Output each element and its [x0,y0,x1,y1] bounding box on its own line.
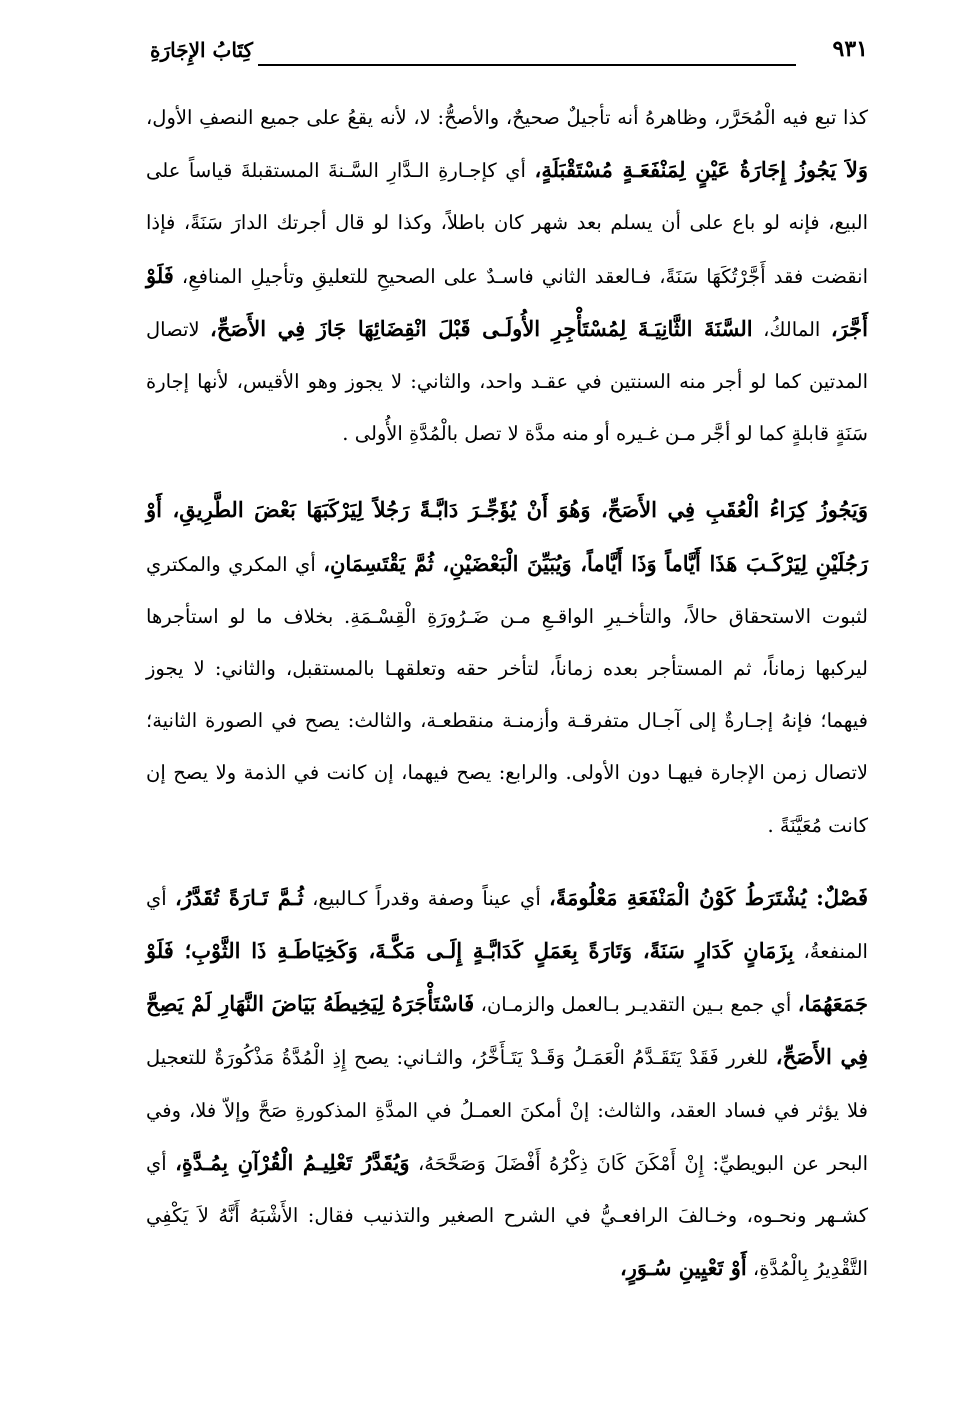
text-segment: كذا تبع فيه الْمُحَرَّر، وظاهرهُ أنه تأجيلٌ صحيحٌ، والأصحُّ: لا، لأنه يقعُ على جميع النصفِ الأول، [146,106,868,129]
chapter-title: كِتَابُ الإِجَارَةِ [150,38,253,62]
matn-bold-text: وَلاَ يَجُوزُ إِجَارَةُ عَيْنٍ لِمَنْفَعَـةٍ مُسْتَقْبَلَةٍ، [534,157,868,183]
text-segment: أي المنفعةُ، [146,886,868,964]
matn-bold-text: ثُـمَّ تَـارَةً تُقَدَّرُ، [175,884,304,910]
matn-bold-text: أَوْ تَعْيِينِ سُـوَرٍ، [619,1255,747,1281]
paragraph [146,872,868,1296]
matn-bold-text: وَيُقَدَّرُ تَعْلِيـمُ الْقُرْآنِ بِمُـدَّةٍ، [175,1149,410,1175]
text-segment: المالكُ، [752,317,831,341]
text-segment: أي عيناً وصفة وقدراً كـالبيع، [303,886,550,910]
matn-bold-text: فَصْلٌ: يُشْتَرَطُ كَوْنُ الْمَنْفَعَةِ مَعْلُومَةً، [549,884,869,910]
matn-bold-text: وَيَجُوزُ كِرَاءُ الْعُقَبِ فِي الأَصَحِّ، وَهُوَ أَنْ يُؤَجِّـرَ دَابَّـةً رَجُلاً لِيَرْكَبَهَا بَعْضَ الطَّرِيقِ، أَوْ رَجُلَيْنِ لِيَرْكَـبَ هَذَا أَيَّاماً وَذَا أَيَّاماً، وَيُبَيِّنَ الْبَعْضَيْنِ، ثُمَّ يَقْتَسِمَانِ، [146,497,868,576]
text-segment: أي كشـهر ونحـوه، وخـالفَ الرافعـيُّ في الشرح الصغير والتذنيب فقال: الأَشْبَهُ أَنَّهُ لاَ يَكْفِي التَّقْدِيرُ بِالْمُدَّةِ، [146,1151,868,1281]
header-rule [258,64,796,66]
matn-bold-text: بِزَمَانٍ كَدَارٍ سَنَةً، وَتَارَةً بِعَمَلٍ كَدَابَّـةٍ إِلَـى مَكَّـةَ، وَكَخِيَاطَـةِ ذَا الثَّوْبِ؛ فَلَوْ جَمَعَهُمَا، [146,938,868,1017]
page-header [150,36,868,70]
text-segment: للغرر فَقَدْ يَتَقَـدَّمُ الْعَمَـلُ وَقَـدْ يَتَـأَخَّرُ، والثـاني: يصح إِذِ الْمُدَّةُ مَذْكُورَةٌ للتعجيل فلا يؤثر في فساد العقد، والثالث: إنْ أمكنَ العمـلُ في المدَّةِ المذكورةِ صَحَّ وإلاّ فلا، وفي البحر عن البويطيِّ: إِنْ أَمْكَنَ كَانَ ذِكْرُهُ أَفْضَلَ وَصَحَّحَهُ، [146,1046,868,1175]
paragraph [146,92,868,460]
text-segment: أي جمع بـين التقديـر بـالعمل والزمـان، [474,993,798,1017]
matn-bold-text: فَاسْتَأْجَرَهُ لِيَخِيطَهُ بَيَاضَ النَّهَارِ لَمْ يَصِحَّ فِي الأَصَحِّ، [146,991,868,1070]
text-segment: أي كإجـارةِ الـدَّارِ السَّـنةَ المستقبلةَ قياساً على البيع، فإنه لو باع على أن يسلم بعد شهر كان باطلاً، وكذا لو قال أجرتك الدارَ سَنَةً، فإذا انقضت فقد أَجَّرْتُكَهَا سَنَةً، فـالعقد الثاني فاسـدٌ على الصحيحِ للتعليقِ وتأجيلِ المنافعِ، [146,159,868,288]
matn-bold-text: السَّنَةَ الثَّانِيَـةَ لِمُسْتَأْجِرِ الأُولَـى قَبْلَ انْقِضَائِهَا جَازَ فِي الأَصَحِّ، [210,315,753,341]
page-number: ٩٣١ [832,36,868,62]
paragraph [146,484,868,851]
text-segment: أي المكري والمكتري لثبوت الاستحقاق حالاً، والتأخـيرِ الواقـعِ مـن ضَـرُورَةِ الْقِسْـمَةِ. بخلاف ما لو استأجرها ليركبها زماناً، ثم المستأجر بعده زماناً، لتأخر حقه وتعلقهـا بالمستقبل، والثاني: لا يجوز فيهما؛ فإنهُ إجـارةٌ إلى آجـال متفرقـة وأزمنـة منقطعـة، والثالث: يصح في الصورة الثانية؛ لاتصال زمن الإجارة فيهـا دون الأولى. والرابع: يصح فيهما، إن كانت في الذمة ولا يصح إن كانت مُعَيَّنَةً . [146,552,868,837]
page-body [146,92,868,1295]
text-segment: لاتصال المدتين كما لو أجر منه السنتين في عقـد واحد، والثاني: لا يجوز وهو الأقيس، لأنها إجارة سَنَةٍ قابلةٍ كما لو أجَّر مـن غـيره أو منه مدَّة لا تصل بالْمُدَّةِ الأُولى . [146,317,868,446]
matn-bold-text: فَلَوْ أَجَّرَ، [146,262,868,341]
